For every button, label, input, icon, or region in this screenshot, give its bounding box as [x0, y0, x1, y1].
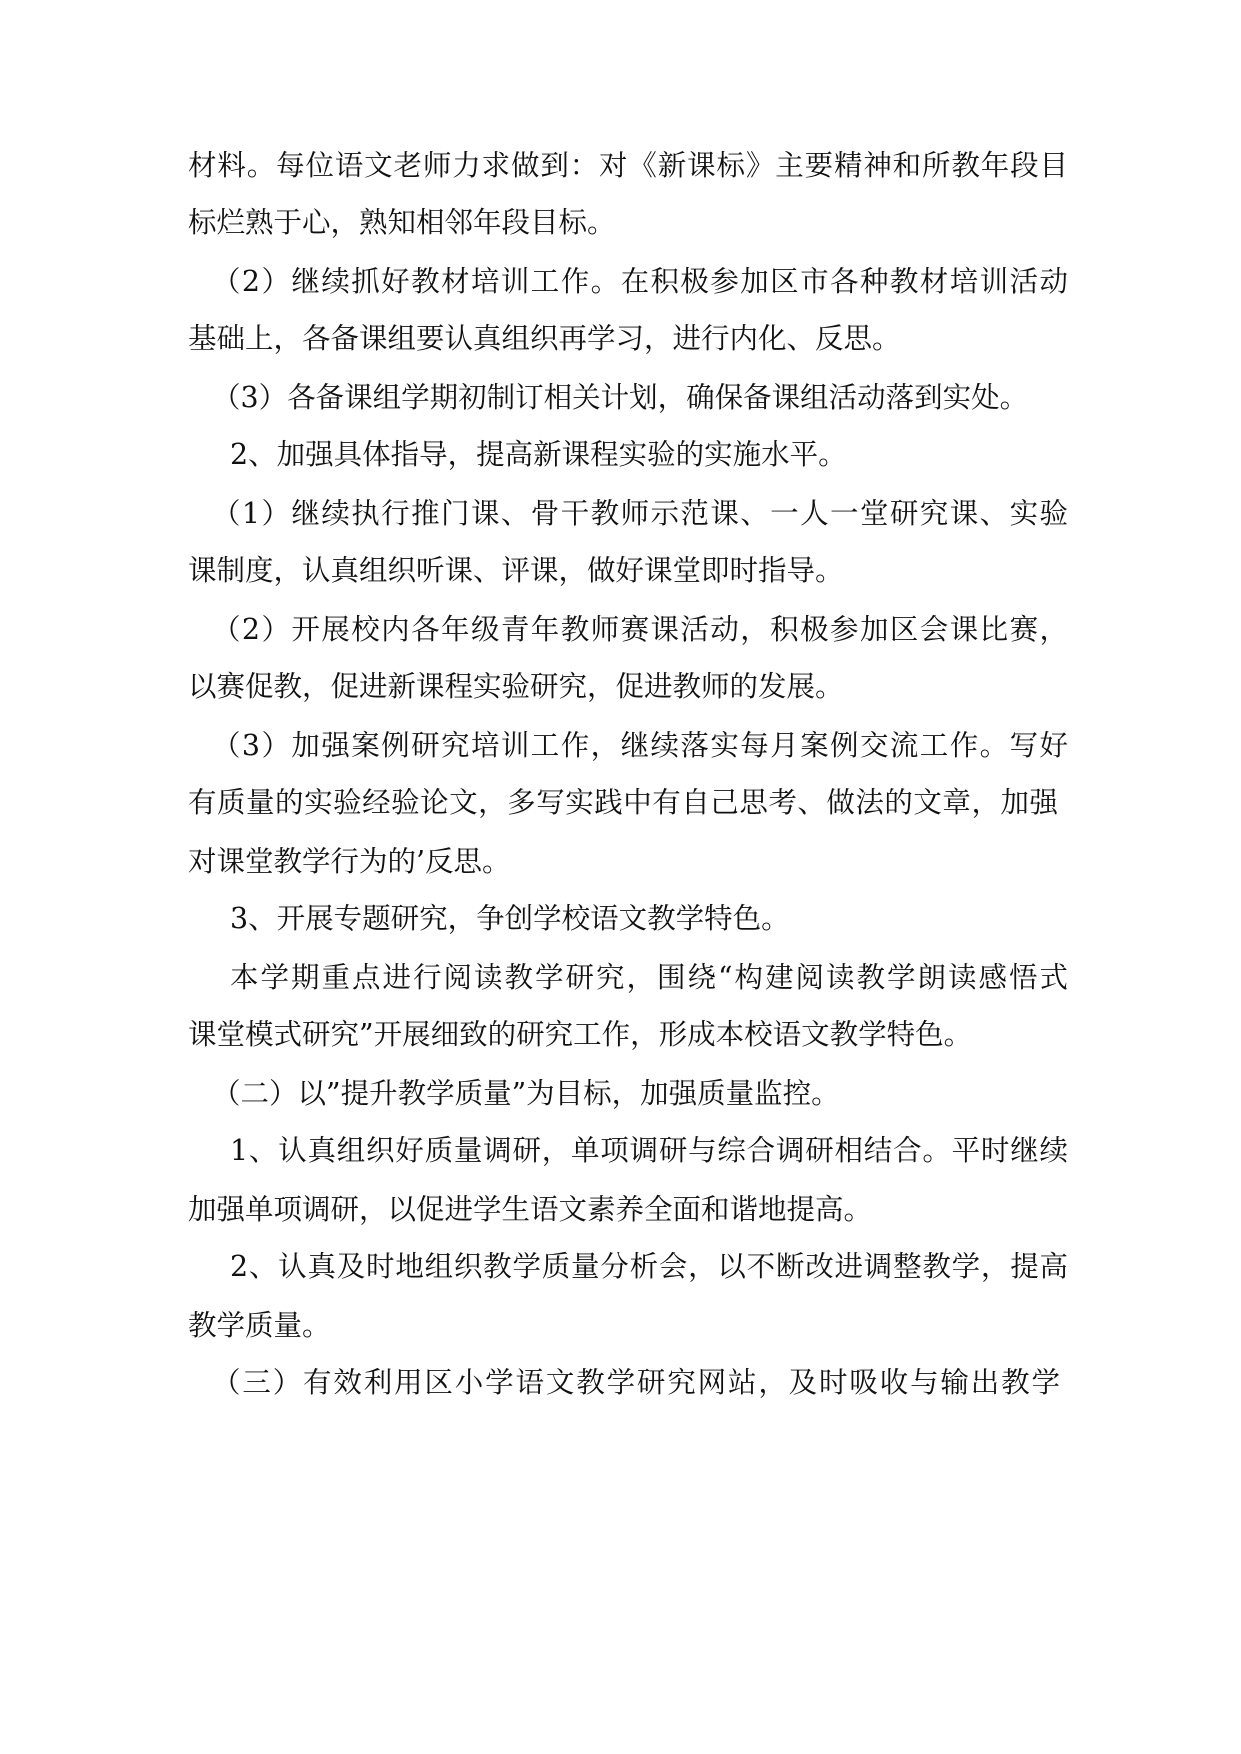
text-line: 3、开展专题研究，争创学校语文教学特色。: [230, 902, 790, 935]
text-line: 标烂熟于心，熟知相邻年段目标。: [188, 206, 616, 239]
text-line: 基础上，各备课组要认真组织再学习，进行内化、反思。: [188, 322, 901, 355]
text-line: 本学期重点进行阅读教学研究，围绕“构建阅读教学朗读感悟式: [230, 961, 1068, 994]
text-line: 有质量的实验经验论文，多写实践中有自己思考、做法的文章，加强: [188, 786, 1058, 819]
text-line: 加强单项调研，以促进学生语文素养全面和谐地提高。: [188, 1193, 873, 1226]
text-line: 1、认真组织好质量调研，单项调研与综合调研相结合。平时继续: [230, 1134, 1068, 1167]
text-line: （2）继续抓好教材培训工作。在积极参加区市各种教材培训活动: [212, 265, 1068, 298]
text-line: 对课堂教学行为的’反思。: [188, 845, 511, 878]
text-line: （二）以”提升教学质量”为目标，加强质量监控。: [212, 1077, 840, 1110]
text-line: （3）加强案例研究培训工作，继续落实每月案例交流工作。写好: [212, 729, 1068, 762]
text-line: 2、认真及时地组织教学质量分析会，以不断改进调整教学，提高: [230, 1250, 1068, 1283]
text-line: （3）各备课组学期初制订相关计划，确保备课组活动落到实处。: [212, 381, 1029, 414]
text-line: 课堂模式研究”开展细致的研究工作，形成本校语文教学特色。: [188, 1018, 973, 1051]
text-line: 2、加强具体指导，提高新课程实验的实施水平。: [230, 438, 847, 471]
text-line: （三）有效利用区小学语文教学研究网站，及时吸收与输出教学: [212, 1366, 1060, 1399]
text-line: 材料。每位语文老师力求做到：对《新课标》主要精神和所教年段目: [188, 149, 1068, 182]
text-line: 以赛促教，促进新课程实验研究，促进教师的发展。: [188, 670, 844, 703]
text-line: 教学质量。: [188, 1309, 331, 1342]
text-line: （2）开展校内各年级青年教师赛课活动，积极参加区会课比赛，: [212, 613, 1068, 646]
text-line: 课制度，认真组织听课、评课，做好课堂即时指导。: [188, 554, 844, 587]
text-line: （1）继续执行推门课、骨干教师示范课、一人一堂研究课、实验: [212, 497, 1068, 530]
